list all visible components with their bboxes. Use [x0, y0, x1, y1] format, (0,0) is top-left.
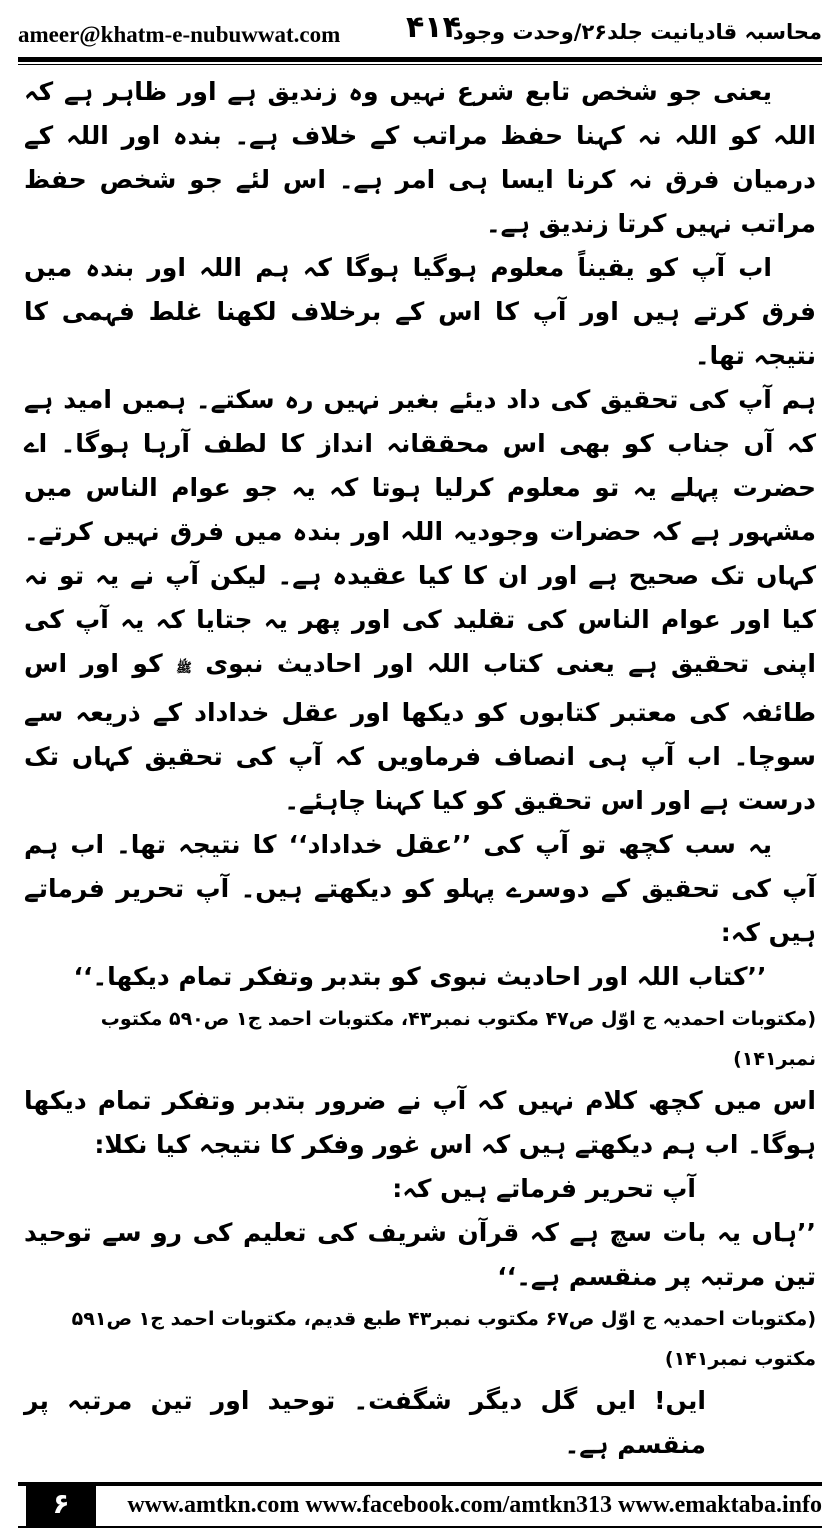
header-rule-thin: [18, 64, 822, 65]
paragraph-farq: اب آپ کو یقیناً معلوم ہوگیا ہوگا کہ ہم اللہ اور بندہ میں فرق کرتے ہیں اور آپ کا اس کے برخلاف لکھنا غلط فہمی کا نتیجہ تھا۔: [24, 253, 816, 370]
paragraph-ein: ایں! ایں گل دیگر شگفت۔ توحید اور تین مرتبہ پر منقسم ہے۔: [24, 1386, 706, 1459]
header-page-number: ۴۱۴: [406, 10, 461, 45]
paragraph-kalam: اس میں کچھ کلام نہیں کہ آپ نے ضرور بتدبر وتفکر تمام دیکھا ہوگا۔ اب ہم دیکھتے ہیں کہ اس غور وفکر کا نتیجہ کیا نکلا:: [24, 1086, 816, 1159]
salla-glyph: ﷺ: [176, 661, 192, 676]
body-text: [24, 70, 816, 1467]
footer-page-number: ۶: [26, 1484, 96, 1526]
page-header: [18, 6, 822, 54]
header-email[interactable]: ameer@khatm-e-nubuwwat.com: [18, 22, 341, 47]
paragraph-tahqiq-part1: ہم آپ کی تحقیق کی داد دیئے بغیر نہیں رہ سکتے۔ ہمیں امید ہے کہ آں جناب کو بھی اس محققانہ انداز کا لطف آرہا ہوگا۔ اے حضرت پہلے یہ تو معلوم کرلیا ہوتا کہ یہ جو عوام الناس میں مشہور ہے کہ حضرات وجودیہ اللہ اور بندہ میں فرق نہیں کرتے۔ کہاں تک صحیح ہے اور ان کا کیا عقیدہ ہے۔ لیکن آپ نے یہ تو نہ کیا اور عوام الناس کی تقلید کی اور پھر یہ جتایا کہ یہ آپ کی اپنی تحقیق ہے یعنی کتاب اللہ اور احادیث نبوی: [24, 385, 816, 678]
footer-rule-bottom: [18, 1526, 822, 1528]
paragraph-tahqiq-part2: کو اور اس طائفہ کی معتبر کتابوں کو دیکھا اور عقل خداداد کے ذریعہ سے سوچا۔ اب آپ ہی انصاف فرماویں کہ آپ کی تحقیق کہاں تک درست ہے اور اس تحقیق کو کیا کہنا چاہئے۔: [24, 649, 816, 815]
paragraph-tahqiq: [24, 378, 816, 823]
footer-links[interactable]: www.amtkn.com www.facebook.com/amtkn313 www.emaktaba.info: [127, 1492, 822, 1518]
header-book-title: محاسبہ قادیانیت جلد۲۶/وحدت وجود: [452, 20, 822, 44]
paragraph-zindiq: یعنی جو شخص تابع شرع نہیں وہ زندیق ہے اور ظاہر ہے کہ اللہ کو اللہ نہ کہنا حفظ مراتب کے خلاف ہے۔ بندہ اور اللہ کے درمیان فرق نہ کرنا ایسا ہی امر ہے۔ اس لئے جو شخص حفظ مراتب نہیں کرتا زندیق ہے۔: [24, 77, 816, 238]
reference-1: (مکتوبات احمدیہ ج اوّل ص۴۷ مکتوب نمبر۴۳، مکتوبات احمد ج۱ ص۵۹۰ مکتوب نمبر۱۴۱): [100, 1008, 816, 1070]
footer-rule: [18, 1482, 822, 1486]
paragraph-tahrir: آپ تحریر فرماتے ہیں کہ:: [392, 1174, 696, 1203]
header-rule-thick: [18, 57, 822, 62]
quote-tauheed: ’’ہاں یہ بات سچ ہے کہ قرآن شریف کی تعلیم کی رو سے توحید تین مرتبہ پر منقسم ہے۔‘‘: [24, 1218, 816, 1291]
quote-kitab-allah: ’’کتاب اللہ اور احادیث نبوی کو بتدبر وتفکر تمام دیکھا۔‘‘: [73, 962, 767, 991]
page-footer: [18, 1482, 822, 1528]
paragraph-aql: یہ سب کچھ تو آپ کی ’’عقل خداداد‘‘ کا نتیجہ تھا۔ اب ہم آپ کی تحقیق کے دوسرے پہلو کو دیکھتے ہیں۔ آپ تحریر فرماتے ہیں کہ:: [24, 830, 816, 947]
reference-2: (مکتوبات احمدیہ ج اوّل ص۶۷ مکتوب نمبر۴۳ طبع قدیم، مکتوبات احمد ج۱ ص۵۹۱ مکتوب نمبر۱۴۱): [71, 1308, 816, 1370]
